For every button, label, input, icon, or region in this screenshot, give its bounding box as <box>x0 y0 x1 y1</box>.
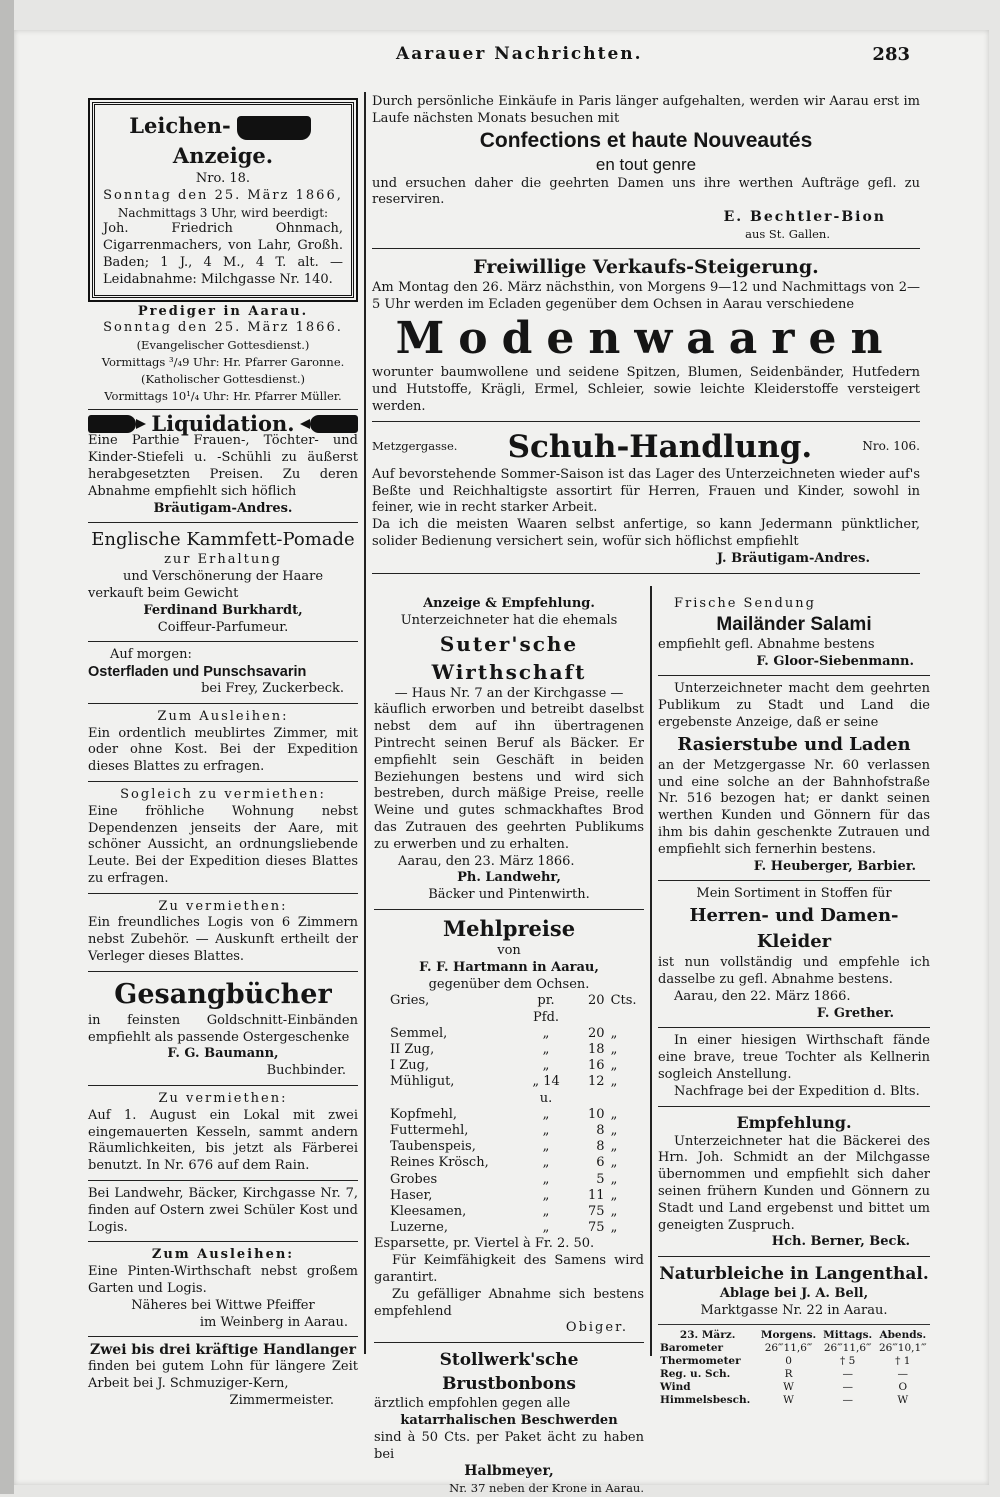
salami-l1: Frische Sendung <box>674 596 816 611</box>
prediger-title: Prediger in Aarau. <box>137 303 309 319</box>
kleider-date: Aarau, den 22. März 1866. <box>674 988 851 1004</box>
landwehr-text: Bei Landwehr, Bäcker, Kirchgasse Nr. 7, finden auf Ostern zwei Schüler Kost und Logis. <box>88 1186 358 1235</box>
stollwerk-l1: ärztlich empfohlen gegen alle <box>374 1396 571 1412</box>
gesang-text: in feinsten Goldschnitt-Einbänden empfiehlt als passende Ostergeschenke <box>88 1012 358 1045</box>
stollwerk-title: Stollwerk'sche Brustbonbons <box>439 1350 579 1395</box>
schuh-title: Schuh-Handlung. <box>507 428 813 465</box>
price-currency: „ <box>610 1203 618 1219</box>
suter-title: Suter'sche Wirthschaft <box>431 631 587 684</box>
handlanger-text: finden bei gutem Lohn für längere Zeit Arbeit bei J. Schmuziger-Kern, <box>88 1359 358 1392</box>
price-currency: „ <box>610 1025 618 1041</box>
price-value: 10 <box>588 1106 605 1122</box>
divider <box>372 573 920 574</box>
weather-value: W <box>783 1393 794 1406</box>
pomade-l1: zur Erhaltung <box>164 552 282 568</box>
coffin-icon <box>237 116 311 140</box>
top-wide-section <box>372 94 920 579</box>
suter-text: käuflich erworben und betreibt daselbst nebst dem auf ihn übertragenen Pintrecht seinen Beruf als Bäcker. Er empfiehlt sein Geschäft in beiden Beziehungen bestens und wird sich bestreben, durch mäßige Preise, reelle Weine und gutes schmackhaftes Brod das Zutrauen des geehrten Publikums zu erwerben und zu erhalten. <box>374 702 644 852</box>
prediger-date: Sonntag den 25. März 1866. <box>103 320 343 336</box>
divider <box>658 675 930 676</box>
divider <box>88 781 358 782</box>
price-value: 11 <box>588 1187 605 1203</box>
price-unit: „ <box>542 1171 550 1187</box>
price-currency: „ <box>610 1106 618 1122</box>
gesang-title: Gesangbücher <box>114 978 332 1010</box>
mehl-price-row <box>390 1123 644 1139</box>
kleider-sign: F. Grether. <box>816 1005 894 1021</box>
price-item-name: Gries, <box>390 993 430 1009</box>
right-column <box>658 596 930 1407</box>
price-unit: „ <box>542 1025 550 1041</box>
price-currency: Cts. <box>610 993 637 1009</box>
wohnung-title: Sogleich zu vermiethen: <box>120 786 326 802</box>
weather-head-noon: Mittags. <box>823 1328 873 1341</box>
divider <box>88 522 358 523</box>
leichen-date: Sonntag den 25. März 1866, <box>103 187 343 203</box>
divider <box>372 421 920 422</box>
weather-value: 26‴11,6‴ <box>764 1341 813 1354</box>
kleider-l1: Mein Sortiment in Stoffen für <box>696 886 892 902</box>
mehl-l2: Zu gefälliger Abnahme sich bestens empfehlend <box>374 1286 644 1319</box>
price-currency: „ <box>610 1220 618 1236</box>
weather-value: — <box>842 1393 853 1406</box>
middle-column <box>374 596 644 1497</box>
kleider-text: ist nun vollständig und empfehle ich dasselbe zu gefl. Abnahme bestens. <box>658 955 930 987</box>
barbier-text: Unterzeichneter macht dem geehrten Publikum zu Stadt und Land die ergebenste Anzeige, daß er seine <box>658 681 930 730</box>
prediger-evang: (Evangelischer Gottesdienst.) <box>136 338 310 353</box>
stollwerk-l2: katarrhalischen Beschwerden <box>400 1412 618 1428</box>
schuh-heading <box>372 427 920 467</box>
divider <box>658 1106 930 1107</box>
suter-sign: Ph. Landwehr, <box>457 870 561 886</box>
page-header <box>390 44 910 74</box>
kellnerin-l2: Nachfrage bei der Expedition d. Blts. <box>674 1083 920 1099</box>
divider <box>658 1256 930 1257</box>
divider <box>88 893 358 894</box>
logis-title: Zu vermiethen: <box>158 898 288 914</box>
gesang-sign2: Buchbinder. <box>266 1063 346 1079</box>
leichen-time: Nachmittags 3 Uhr, wird beerdigt: <box>117 205 329 220</box>
mehl-price-list <box>374 993 644 1236</box>
salami-title: Mailänder Salami <box>716 613 872 635</box>
weather-head-morning: Morgens. <box>760 1328 817 1341</box>
weather-rows <box>658 1342 930 1407</box>
schuh-text: Auf bevorstehende Sommer-Saison ist das Lager des Unterzeichneten wieder auf's Beßte und Reichhaltigste assortirt für Herren, Frauen und Kinder, sowohl in feiner, wie in recht starker Arbeit. <box>372 466 920 516</box>
weather-row <box>658 1355 930 1368</box>
weather-head-date: 23. März. <box>679 1328 736 1341</box>
paris-sub: en tout genre <box>595 154 697 174</box>
weather-value: † 1 <box>895 1354 911 1367</box>
liquidation-title: Liquidation. <box>151 410 295 436</box>
weather-value: 26‴11,6‴ <box>823 1341 872 1354</box>
weather-value: O <box>898 1380 908 1393</box>
weather-value: — <box>842 1380 853 1393</box>
naturbleiche-l1: Ablage bei J. A. Bell, <box>719 1286 869 1302</box>
weather-row-label: Barometer <box>660 1341 724 1354</box>
divider <box>372 248 920 249</box>
steigerung-title: Freiwillige Verkaufs-Steigerung. <box>473 255 819 278</box>
mehl-l1: Für Keimfähigkeit des Samens wird garantirt. <box>374 1253 644 1285</box>
mehl-price-row <box>390 1107 644 1123</box>
price-unit: „ 14 u. <box>532 1074 560 1106</box>
steigerung-l2: worunter baumwollene und seidene Spitzen, Blumen, Seidenbänder, Hutfedern und Hutstoffe, Krägli, Ermel, Schleier, sowie leichte Kleiderstoffe versteigert werden. <box>372 365 920 414</box>
weather-row-label: Reg. u. Sch. <box>660 1367 731 1380</box>
pointing-hand-right-icon <box>88 415 136 433</box>
price-value: 75 <box>588 1220 605 1236</box>
baeckerei-title: Empfehlung. <box>736 1112 852 1132</box>
mehl-esp: Esparsette, pr. Viertel à Fr. 2. 50. <box>374 1236 595 1252</box>
mehl-price-row <box>390 1139 644 1155</box>
price-item-name: Kopfmehl, <box>390 1106 458 1122</box>
pinten-l2: Näheres bei Wittwe Pfeiffer <box>131 1297 315 1313</box>
price-item-name: II Zug, <box>390 1041 435 1057</box>
pinten-text: Eine Pinten-Wirthschaft nebst großem Garten und Logis. <box>88 1264 358 1297</box>
prediger-kath-line: Vormittags 10¹/₄ Uhr: Hr. Pfarrer Müller. <box>104 388 342 403</box>
column-rule-right <box>650 586 652 1356</box>
lokal-text: Auf 1. August ein Lokal mit zwei eingemauerten Kesseln, sammt andern Räumlichkeiten, bis jetzt als Färberei benutzt. In Nr. 676 auf dem Rain. <box>88 1107 358 1174</box>
divider <box>658 880 930 881</box>
price-item-name: Grobes <box>390 1171 438 1187</box>
price-item-name: I Zug, <box>390 1058 430 1074</box>
divider <box>658 1324 930 1325</box>
baeckerei-text: Unterzeichneter hat die Bäckerei des Hrn. Joh. Schmidt an der Milchgasse übernommen und empfiehlt sich daher seinen frühern Kunden und Gönnern zu Stadt und Land ergebenst und bittet um geneigten Zuspruch. <box>658 1133 930 1233</box>
left-column <box>88 100 358 1410</box>
price-value: 18 <box>588 1041 605 1057</box>
leichen-text: Joh. Friedrich Ohnmach, Cigarrenmachers, von Lahr, Großh. Baden; 1 J., 4 M., 4 T. alt. — Leidabnahme: Milchgasse Nr. 140. <box>103 221 343 287</box>
price-value: 6 <box>596 1155 605 1171</box>
pomade-l2: und Verschönerung der Haare <box>122 569 324 585</box>
mehl-sign: Obiger. <box>565 1320 628 1336</box>
paris-sign2: aus St. Gallen. <box>745 226 830 241</box>
osterfladen-l1: Auf morgen: <box>110 647 192 663</box>
naturbleiche-title: Naturbleiche in Langenthal. <box>659 1264 929 1285</box>
suter-l2: Unterzeichneter hat die ehemals <box>400 612 618 628</box>
price-unit: „ <box>542 1220 550 1236</box>
price-unit: „ <box>542 1041 550 1057</box>
price-unit: „ <box>542 1155 550 1171</box>
mehl-price-row <box>390 1204 644 1220</box>
barbier-sign: F. Heuberger, Barbier. <box>753 858 916 874</box>
weather-value: W <box>783 1380 794 1393</box>
divider <box>88 1241 358 1242</box>
mehl-price-row <box>390 1172 644 1188</box>
mehl-price-row <box>390 1188 644 1204</box>
price-currency: „ <box>610 1155 618 1171</box>
mehl-price-row <box>390 1074 644 1106</box>
zimmer-text: Ein ordentlich meublirtes Zimmer, mit oder ohne Kost. Bei der Expedition dieses Blattes zu erfragen. <box>88 725 358 775</box>
divider <box>88 641 358 642</box>
salami-l2: empfiehlt gefl. Abnahme bestens <box>658 636 875 652</box>
liquidation-heading <box>88 410 358 436</box>
mehl-addr: gegenüber dem Ochsen. <box>428 976 590 992</box>
weather-value: — <box>897 1367 909 1380</box>
lokal-title: Zu vermiethen: <box>158 1091 288 1107</box>
divider <box>374 909 644 910</box>
prediger-kath: (Katholischer Gottesdienst.) <box>141 371 305 386</box>
price-item-name: Haser, <box>390 1187 433 1203</box>
steigerung-l1: Am Montag den 26. März nächsthin, von Morgens 9—12 und Nachmittags von 2—5 Uhr werden im Ecladen gegenüber dem Ochsen in Aarau verschiedene <box>372 279 920 312</box>
salami-sign: F. Gloor-Siebenmann. <box>756 653 914 669</box>
baeckerei-sign: Hch. Berner, Beck. <box>771 1234 910 1250</box>
price-value: 20 <box>588 993 605 1009</box>
price-item-name: Semmel, <box>390 1025 448 1041</box>
price-currency: „ <box>610 1171 618 1187</box>
pinten-title: Zum Ausleihen: <box>151 1247 295 1263</box>
page-number: 283 <box>872 44 910 65</box>
paris-title: Confections et haute Nouveautés <box>479 128 813 152</box>
price-unit: „ <box>542 1058 550 1074</box>
mehl-von: von <box>497 942 521 958</box>
divider <box>658 1027 930 1028</box>
divider <box>88 1180 358 1181</box>
price-item-name: Futtermehl, <box>390 1122 469 1138</box>
leichen-anzeige <box>92 102 354 298</box>
weather-row <box>658 1381 930 1394</box>
suter-date: Aarau, den 23. März 1866. <box>398 853 575 869</box>
paris-l1: Durch persönliche Einkäufe in Paris länger aufgehalten, werden wir Aarau erst im Laufe nächsten Monats besuchen mit <box>372 94 920 126</box>
price-value: 16 <box>588 1058 605 1074</box>
price-unit: „ <box>542 1187 550 1203</box>
weather-row <box>658 1342 930 1355</box>
price-unit: pr. Pfd. <box>533 993 560 1025</box>
price-value: 20 <box>588 1025 605 1041</box>
pomade-title: Englische Kammfett-Pomade <box>91 529 355 551</box>
price-currency: „ <box>610 1187 618 1203</box>
weather-row <box>658 1368 930 1381</box>
weather-value: R <box>784 1367 793 1380</box>
prediger-evang-line: Vormittags ³/₄9 Uhr: Hr. Pfarrer Garonne. <box>101 354 345 369</box>
pinten-l3: im Weinberg in Aarau. <box>199 1314 348 1330</box>
steigerung-title2: Modenwaaren <box>395 313 897 365</box>
mehl-name: F. F. Hartmann in Aarau, <box>419 959 599 975</box>
schuh-text2: Da ich die meisten Waaren selbst anfertige, so kann Jedermann pünktlicher, solider Bedienung versichert sein, wofür sich höflichst empfiehlt <box>372 517 920 549</box>
mehl-price-row <box>390 1220 644 1236</box>
weather-value: W <box>897 1393 909 1406</box>
paris-l2: und ersuchen daher die geehrten Damen uns ihre werthen Aufträge gefl. zu reserviren. <box>372 175 920 208</box>
price-currency: „ <box>610 1139 618 1155</box>
price-value: 12 <box>588 1074 605 1090</box>
price-value: 75 <box>588 1203 605 1219</box>
price-item-name: Luzerne, <box>390 1220 448 1236</box>
liquidation-text: Eine Parthie Frauen-, Töchter- und Kinder-Stiefeli u. -Schühli zu äußerst herabgesetzten Preisen. Zu deren Abnahme empfiehlt sich höflich <box>88 433 358 499</box>
suter-sign2: Bäcker und Pintenwirth. <box>428 887 590 903</box>
stollwerk-l3: sind à 50 Cts. per Paket ächt zu haben bei <box>374 1429 644 1462</box>
pomade-sign2: Coiffeur-Parfumeur. <box>157 619 289 635</box>
mehl-price-row <box>390 1155 644 1171</box>
weather-header-row <box>658 1329 930 1342</box>
paris-sign: E. Bechtler-Bion <box>723 209 886 226</box>
weather-head-evening: Abends. <box>879 1328 927 1341</box>
price-unit: „ <box>542 1203 550 1219</box>
schuh-left: Metzgergasse. <box>372 439 458 454</box>
weather-value: 0 <box>785 1354 792 1367</box>
weather-row-label: Thermometer <box>660 1354 741 1367</box>
divider <box>88 703 358 704</box>
price-unit: „ <box>542 1106 550 1122</box>
page-binding-edge <box>0 0 14 1494</box>
running-title: Aarauer Nachrichten. <box>396 44 643 64</box>
price-currency: „ <box>610 1041 618 1057</box>
price-value: 5 <box>596 1171 605 1187</box>
mehl-price-row <box>390 1026 644 1042</box>
handlanger-sign: Zimmermeister. <box>229 1392 334 1408</box>
stollwerk-sign2: Nr. 37 neben der Krone in Aarau. <box>449 1481 644 1496</box>
price-value: 8 <box>596 1122 605 1138</box>
kellnerin-text: In einer hiesigen Wirthschaft fände eine brave, treue Tochter als Kellnerin sogleich Anstellung. <box>658 1033 930 1082</box>
mehl-price-row <box>390 1042 644 1058</box>
divider <box>88 1336 358 1337</box>
weather-table <box>658 1329 930 1407</box>
price-item-name: Taubenspeis, <box>390 1139 476 1155</box>
liquidation-sign: Bräutigam-Andres. <box>153 500 293 516</box>
handlanger-title: Zwei bis drei kräftige Handlanger <box>90 1342 356 1359</box>
naturbleiche-l2: Marktgasse Nr. 22 in Aarau. <box>700 1302 888 1318</box>
price-currency: „ <box>610 1074 618 1090</box>
price-currency: „ <box>610 1058 618 1074</box>
schuh-sign: J. Bräutigam-Andres. <box>716 550 870 566</box>
price-item-name: Kleesamen, <box>390 1203 467 1219</box>
stollwerk-sign: Halbmeyer, <box>464 1463 554 1480</box>
barbier-title: Rasierstube und Laden <box>677 733 911 755</box>
divider <box>88 971 358 972</box>
pomade-sign: Ferdinand Burkhardt, <box>143 602 303 618</box>
weather-row-label: Himmelsbesch. <box>660 1393 751 1406</box>
mehl-price-row <box>390 1058 644 1074</box>
divider <box>374 1342 644 1343</box>
weather-row <box>658 1394 930 1407</box>
price-unit: „ <box>542 1139 550 1155</box>
kleider-title: Herren- und Damen-Kleider <box>689 905 899 953</box>
price-currency: „ <box>610 1122 618 1138</box>
gesang-sign: F. G. Baumann, <box>167 1046 279 1062</box>
weather-value: † 5 <box>840 1354 856 1367</box>
pomade-l3: verkauft beim Gewicht <box>88 585 239 601</box>
wohnung-text: Eine fröhliche Wohnung nebst Dependenzen jenseits der Aare, mit schöner Aussicht, an ordnungsliebende Leute. Bei der Expedition dieses Blattes zu erfragen. <box>88 803 358 886</box>
column-rule-left <box>364 92 366 1354</box>
suter-sub: — Haus Nr. 7 an der Kirchgasse — <box>394 685 624 701</box>
pointing-hand-left-icon <box>310 415 358 433</box>
price-item-name: Mühligut, <box>390 1074 455 1090</box>
price-item-name: Reines Krösch, <box>390 1155 489 1171</box>
osterfladen-title: Osterfladen und Punschsavarin <box>88 664 307 681</box>
zimmer-title: Zum Ausleihen: <box>157 708 289 724</box>
divider <box>88 1085 358 1086</box>
weather-value: 26‴10,1‴ <box>878 1341 927 1354</box>
schuh-right: Nro. 106. <box>862 439 920 454</box>
osterfladen-sign: bei Frey, Zuckerbeck. <box>201 680 344 696</box>
mehl-price-row <box>390 993 644 1025</box>
barbier-text2: an der Metzgergasse Nr. 60 verlassen und eine solche an der Bahnhofstraße Nr. 516 bezogen hat; er dankt seinen werthen Kunden und Gönnern für das ihm bis dahin geschenkte Zutrauen und empfiehlt sich fernerhin bestens. <box>658 757 930 857</box>
price-value: 8 <box>596 1139 605 1155</box>
suter-l1: Anzeige & Empfehlung. <box>423 596 595 611</box>
weather-row-label: Wind <box>660 1380 691 1393</box>
leichen-title: Leichen-Anzeige. <box>103 111 343 171</box>
mehl-title: Mehlpreise <box>442 915 576 941</box>
price-unit: „ <box>542 1122 550 1138</box>
logis-text: Ein freundliches Logis von 6 Zimmern nebst Zubehör. — Auskunft ertheilt der Verleger dieses Blattes. <box>88 915 358 965</box>
weather-value: — <box>842 1367 853 1380</box>
leichen-nr: Nro. 18. <box>195 171 251 186</box>
